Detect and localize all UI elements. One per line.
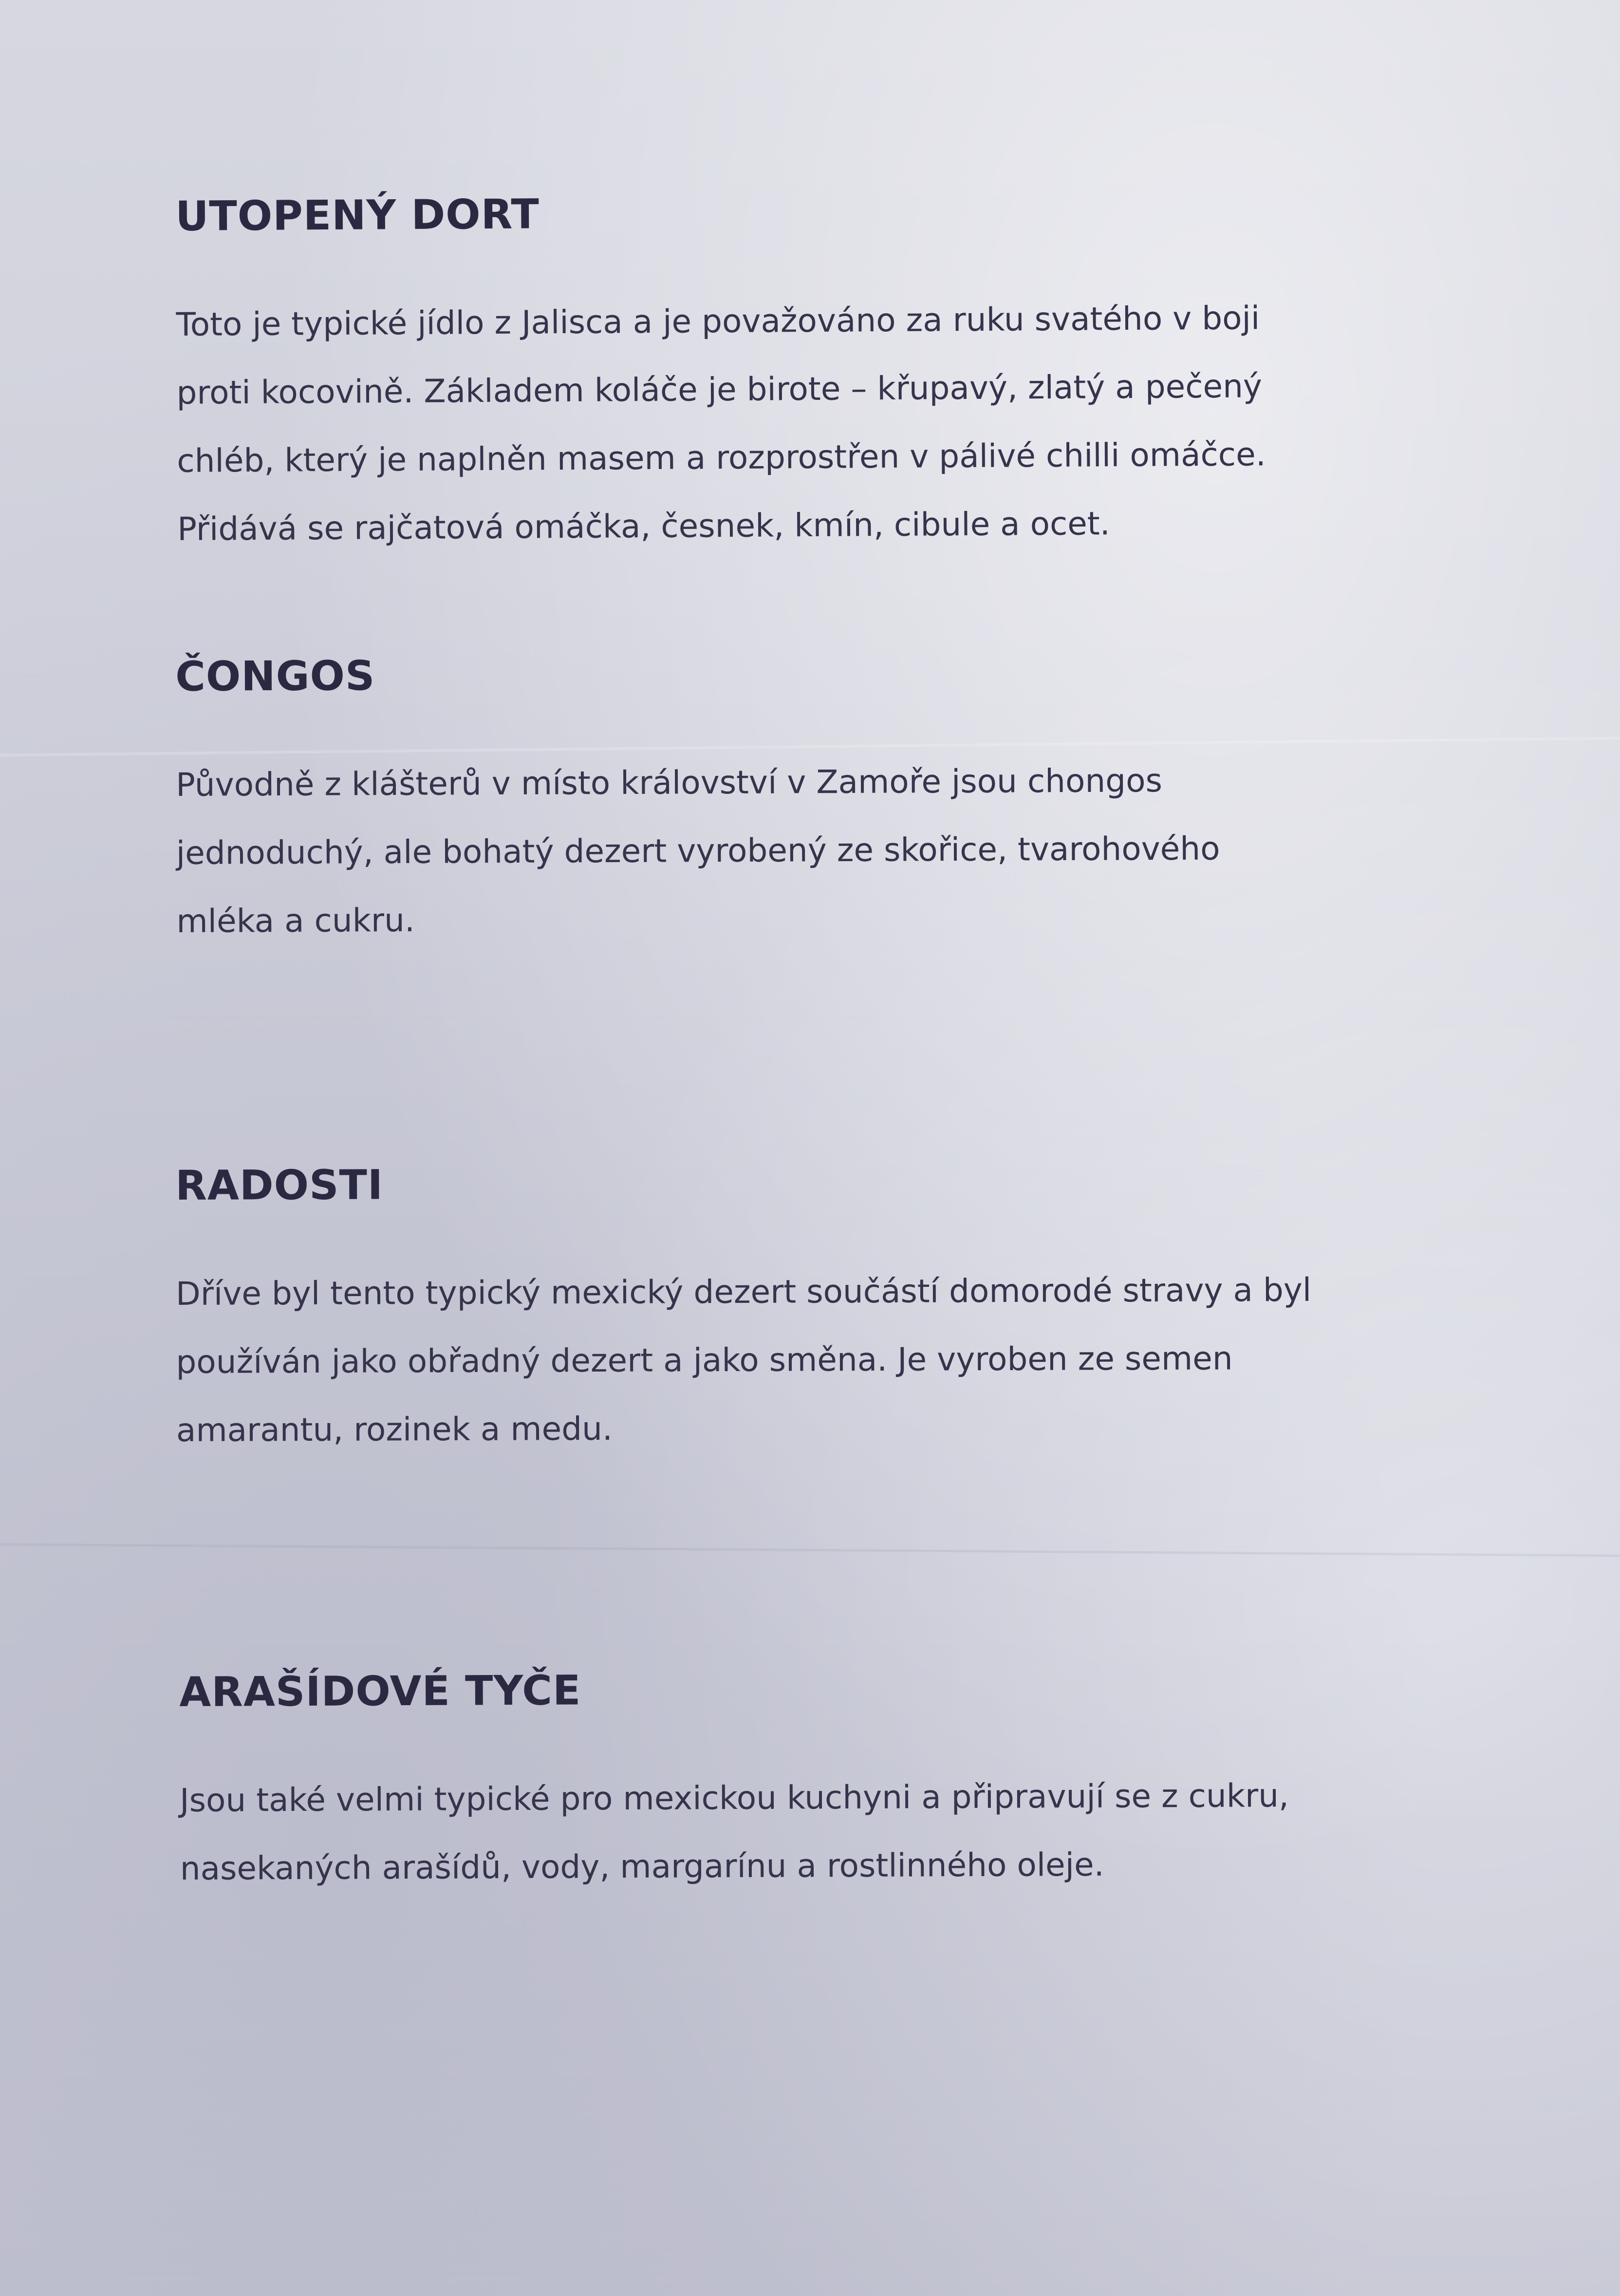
section-heading: ČONGOS <box>175 652 375 700</box>
section-heading: UTOPENÝ DORT <box>175 190 540 240</box>
section-body <box>180 1761 1466 1903</box>
body-line: Toto je typické jídlo z Jalisca a je považováno za ruku svatého v boji <box>176 299 1260 343</box>
body-line: amarantu, rozinek a medu. <box>176 1410 613 1449</box>
body-line: jednoduchý, ale bohatý dezert vyrobený ze skořice, tvarohového <box>176 829 1220 872</box>
section-body <box>176 1256 1462 1465</box>
body-line: Jsou také velmi typické pro mexickou kuchyni a připravují se z cukru, <box>180 1777 1289 1819</box>
section-heading: ARAŠÍDOVÉ TYČE <box>179 1666 581 1716</box>
body-line: používán jako obřadný dezert a jako směna. Je vyroben ze semen <box>176 1339 1233 1381</box>
body-line: Původně z klášterů v místo království v Zamoře jsou chongos <box>176 762 1163 804</box>
paper-crease <box>0 1543 1620 1557</box>
body-line: chléb, který je naplněn masem a rozprostřen v pálivé chilli omáčce. <box>177 435 1266 480</box>
body-line: mléka a cukru. <box>176 901 415 940</box>
body-line: nasekaných arašídů, vody, margarínu a rostlinného oleje. <box>180 1845 1104 1887</box>
section-congos <box>175 647 1462 956</box>
section-radosti <box>175 1157 1462 1465</box>
section-body <box>176 283 1463 564</box>
section-body <box>176 745 1462 956</box>
body-line: Dříve byl tento typický mexický dezert součástí domorodé stravy a byl <box>175 1271 1312 1313</box>
body-line: proti kocovině. Základem koláče je birote – křupavý, zlatý a pečený <box>176 367 1263 412</box>
section-arasidove-tyce <box>179 1662 1466 1903</box>
section-utopeny-dort <box>175 185 1463 564</box>
section-heading: RADOSTI <box>175 1161 384 1209</box>
body-line: Přidává se rajčatová omáčka, česnek, kmín, cibule a ocet. <box>177 505 1110 548</box>
